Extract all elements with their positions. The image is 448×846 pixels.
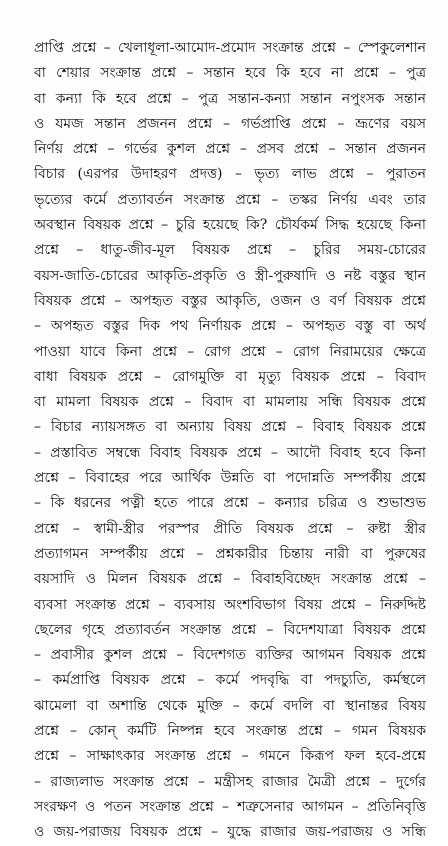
text-line: – অপহৃত বস্তুর দিক পথ নির্ণায়ক প্রশ্নে – অপহৃত বস্তু বা অর্থ <box>34 318 426 335</box>
text-line: পাওয়া যাবে কিনা প্রশ্নে – রোগ প্রশ্নে – রোগ নিরাময়ের ক্ষেত্রে <box>34 343 426 360</box>
text-line: – কি ধরনের পত্নী হতে পারে প্রশ্নে – কন্যার চরিত্র ও শুভাশুভ <box>34 495 426 512</box>
text-line: নির্ণয় প্রশ্নে – গর্ভের কুশল প্রশ্নে – প্রসব প্রশ্নে – সন্তান প্রজনন <box>34 141 426 158</box>
text-line: – কর্মপ্রাপ্তি বিষয়ক প্রশ্নে – কর্মে পদবৃদ্ধি বা পদচ্যুতি, কর্মস্থলে <box>34 672 426 689</box>
text-line: ও যমজ সন্তান প্রজনন প্রশ্নে – গর্ভপ্রাপ্তি প্রশ্নে – ভ্রূণের বয়স <box>34 115 426 132</box>
text-line: বাধা বিষয়ক প্রশ্নে – রোগমুক্তি বা মৃত্যু বিষয়ক প্রশ্নে – বিবাদ <box>34 368 426 385</box>
text-line: প্রত্যাগমন সম্পর্কীয় প্রশ্নে – প্রশ্নকারীর চিন্তায় নারী বা পুরুষের <box>34 545 426 562</box>
text-line: প্রশ্নে – স্বামী-স্ত্রীর পরস্পর প্রীতি বিষয়ক প্রশ্নে – রুষ্টা স্ত্রীর <box>34 520 426 537</box>
text-line: ছেলের গৃহে প্রত্যাবর্তন সংক্রান্ত প্রশ্নে – বিদেশযাত্রা বিষয়ক প্রশ্নে <box>34 621 426 638</box>
body-text <box>34 36 426 846</box>
text-line: অবস্থান বিষয়ক প্রশ্নে – চুরি হয়েছে কি? চৌর্যকর্ম সিদ্ধ হয়েছে কিনা <box>34 217 426 234</box>
text-line: প্রশ্নে – ধাতু-জীব-মূল বিষয়ক প্রশ্নে – চুরির সময়-চোরের <box>34 242 426 259</box>
text-line: প্রশ্নে – বিবাহের পরে আর্থিক উন্নতি বা পদোন্নতি সম্পর্কীয় প্রশ্নে <box>34 470 426 487</box>
text-line: – বিচার ন্যায়সঙ্গত বা অন্যায় বিষয় প্রশ্নে – বিবাহ বিষয়ক প্রশ্নে <box>34 419 426 436</box>
text-line: – প্রস্তাবিত সম্বন্ধে বিবাহ বিষয়ক প্রশ্নে – আদৌ বিবাহ হবে কিনা <box>34 444 426 461</box>
text-line: বা কন্যা কি হবে প্রশ্নে – পুত্র সন্তান-কন্যা সন্তান নপুংসক সন্তান <box>34 90 426 107</box>
text-line: বিষয়ক প্রশ্নে – অপহৃত বস্তুর আকৃতি, ওজন ও বর্ণ বিষয়ক প্রশ্নে <box>34 292 426 309</box>
text-line: – প্রবাসীর কুশল প্রশ্নে – বিদেশগত ব্যক্তির আগমন বিষয়ক প্রশ্নে <box>34 647 426 664</box>
text-line: – রাজ্যলাভ সংক্রান্ত প্রশ্নে – মন্ত্রীসহ রাজার মৈত্রী প্রশ্নে – দুর্গের <box>34 773 426 790</box>
text-line: ব্যবসা সংক্রান্ত প্রশ্নে – ব্যবসায় অংশবিভাগ বিষয় প্রশ্নে – নিরুদ্দিষ্ট <box>34 596 426 613</box>
text-line: বয়সাদি ও মিলন বিষয়ক প্রশ্নে – বিবাহবিচ্ছেদ সংক্রান্ত প্রশ্নে – <box>34 571 426 588</box>
text-line: ভৃত্যের কর্মে প্রত্যাবর্তন সংক্রান্ত প্রশ্নে – তস্কর নির্ণয় এবং তার <box>34 191 426 208</box>
text-line: ও জয়-পরাজয় বিষয়ক প্রশ্নে – যুদ্ধে রাজার জয়-পরাজয় ও সন্ধি <box>34 824 426 841</box>
text-line: প্রাপ্তি প্রশ্নে – খেলাধূলা-আমোদ-প্রমোদ সংক্রান্ত প্রশ্নে – স্পেকুলেশান <box>34 40 426 56</box>
text-line: প্রশ্নে – কোন্ কর্মটি নিষ্পন্ন হবে সংক্রান্ত প্রশ্নে – গমন বিষয়ক <box>34 723 426 740</box>
text-line: বা মামলা বিষয়ক প্রশ্নে – বিবাদ বা মামলায় সন্ধি বিষয়ক প্রশ্নে <box>34 394 426 411</box>
text-line: সংরক্ষণ ও পতন সংক্রান্ত প্রশ্নে – শত্রুসেনার আগমন – প্রতিনিবৃত্তি <box>34 798 426 815</box>
text-line: বিচার (এরপর উদাহরণ প্রদত্ত) – ভৃত্য লাভ প্রশ্নে – পুরাতন <box>34 166 426 183</box>
text-line: বা শেয়ার সংক্রান্ত প্রশ্নে – সন্তান হবে কি হবে না প্রশ্নে – পুত্র <box>34 65 426 82</box>
text-line: ঝামেলা বা অশান্তি থেকে মুক্তি – কর্মে বদলি বা স্থানান্তর বিষয় <box>34 697 426 714</box>
text-line: বয়স-জাতি-চোরের আকৃতি-প্রকৃতি ও স্ত্রী-পুরুষাদি ও নষ্ট বস্তুর স্থান <box>34 267 426 284</box>
text-line: প্রশ্নে – সাক্ষাৎকার সংক্রান্ত প্রশ্নে – গমনে কিরূপ ফল হবে-প্রশ্নে <box>34 748 426 765</box>
